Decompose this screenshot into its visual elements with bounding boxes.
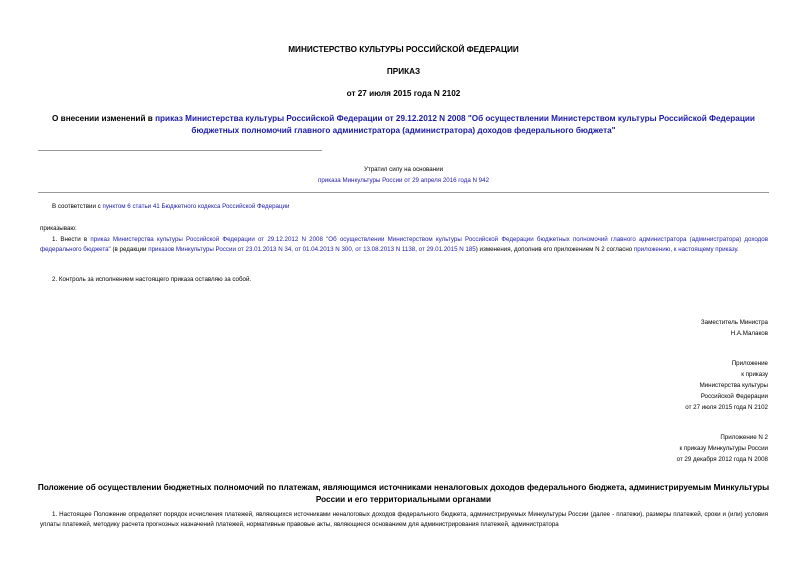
section-title: Положение об осуществлении бюджетных полномочий по платежам, являющимся источниками неналоговых доходов федерального бюджета, администрируемым Минкультуры России и его территориальными органами	[37, 483, 770, 504]
orders-word: приказываю:	[40, 225, 77, 232]
intro-paragraph	[52, 202, 752, 212]
p1-link-order[interactable]: приказ Министерства культуры Российской Федерации от 29.12.2012 N 2008 "Об осуществлении Министерством культуры Российской Федерации бюджетных полномочий главного администратора (администратора) доходов федерального бюджета"	[40, 236, 768, 254]
appendix2-line-2: к приказу Минкультуры России	[679, 445, 768, 452]
appendix-line-3: Министерства культуры	[699, 382, 768, 389]
p1-text-a: 1. Внести в	[52, 236, 91, 243]
appendix2-line-3: от 29 декабря 2012 года N 2008	[676, 456, 768, 463]
section-paragraph-1: 1. Настоящее Положение определяет порядок исчисления платежей, являющихся источниками неналоговых доходов федерального бюджета, администрируемых Минкультуры России (далее - платежи), размеры платежей, сроки и (или) условия уплаты платежей, методику расчета прогнозных назначений платежей, нормативные правовые акты, являющиеся основанием для администрирования платежей, администратора	[40, 511, 768, 529]
appendix-line-5: от 27 июля 2015 года N 2102	[685, 404, 768, 411]
p1-link-appendix[interactable]: приложению	[633, 246, 671, 254]
title-link[interactable]: приказ Министерства культуры Российской Федерации от 29.12.2012 N 2008 "Об осуществлении Министерством культуры Российской Федерации бюджетных полномочий главного администратора (администратора) доходов федерального бюджета"	[155, 114, 755, 135]
appendix-line-4: Российской Федерации	[700, 393, 768, 400]
divider-full	[38, 192, 769, 193]
paragraph-2: 2. Контроль за исполнением настоящего приказа оставляю за собой.	[52, 276, 252, 283]
paragraph-1	[40, 235, 768, 256]
title-prefix: О внесении изменений в	[52, 114, 156, 123]
document-type: ПРИКАЗ	[386, 67, 421, 76]
appendix2-line-1: Приложение N 2	[720, 434, 768, 441]
divider-short	[38, 150, 322, 151]
notice-link[interactable]: приказа Минкультуры России от 29 апреля 2016 года N 942	[317, 177, 490, 184]
p1-text-d: , к настоящему приказу.	[670, 246, 739, 254]
document-title	[30, 113, 777, 136]
p1-link-orders[interactable]: приказов Минкультуры России от 23.01.2013 N 34, от 01.04.2013 N 300, от 13.08.2013 N 1138, от 29.01.2015 N 185	[148, 246, 476, 254]
appendix-line-2: к приказу	[741, 371, 768, 378]
p1-text-c: ) изменения, дополнив его приложением N 2 согласно	[475, 246, 634, 254]
intro-link[interactable]: пунктом 6 статьи 41 Бюджетного кодекса Российской Федерации	[102, 203, 290, 210]
signature-position: Заместитель Министра	[700, 319, 768, 326]
signature-name: Н.А.Малаков	[730, 330, 768, 337]
ministry-name: МИНИСТЕРСТВО КУЛЬТУРЫ РОССИЙСКОЙ ФЕДЕРАЦИИ	[288, 45, 519, 54]
appendix-line-1: Приложение	[731, 360, 768, 367]
p1-text-b: (в редакции	[110, 246, 149, 254]
intro-prefix: В соответствии с	[52, 203, 103, 210]
notice-line: Утратил силу на основании	[363, 166, 444, 173]
document-date: от 27 июля 2015 года N 2102	[346, 89, 461, 98]
